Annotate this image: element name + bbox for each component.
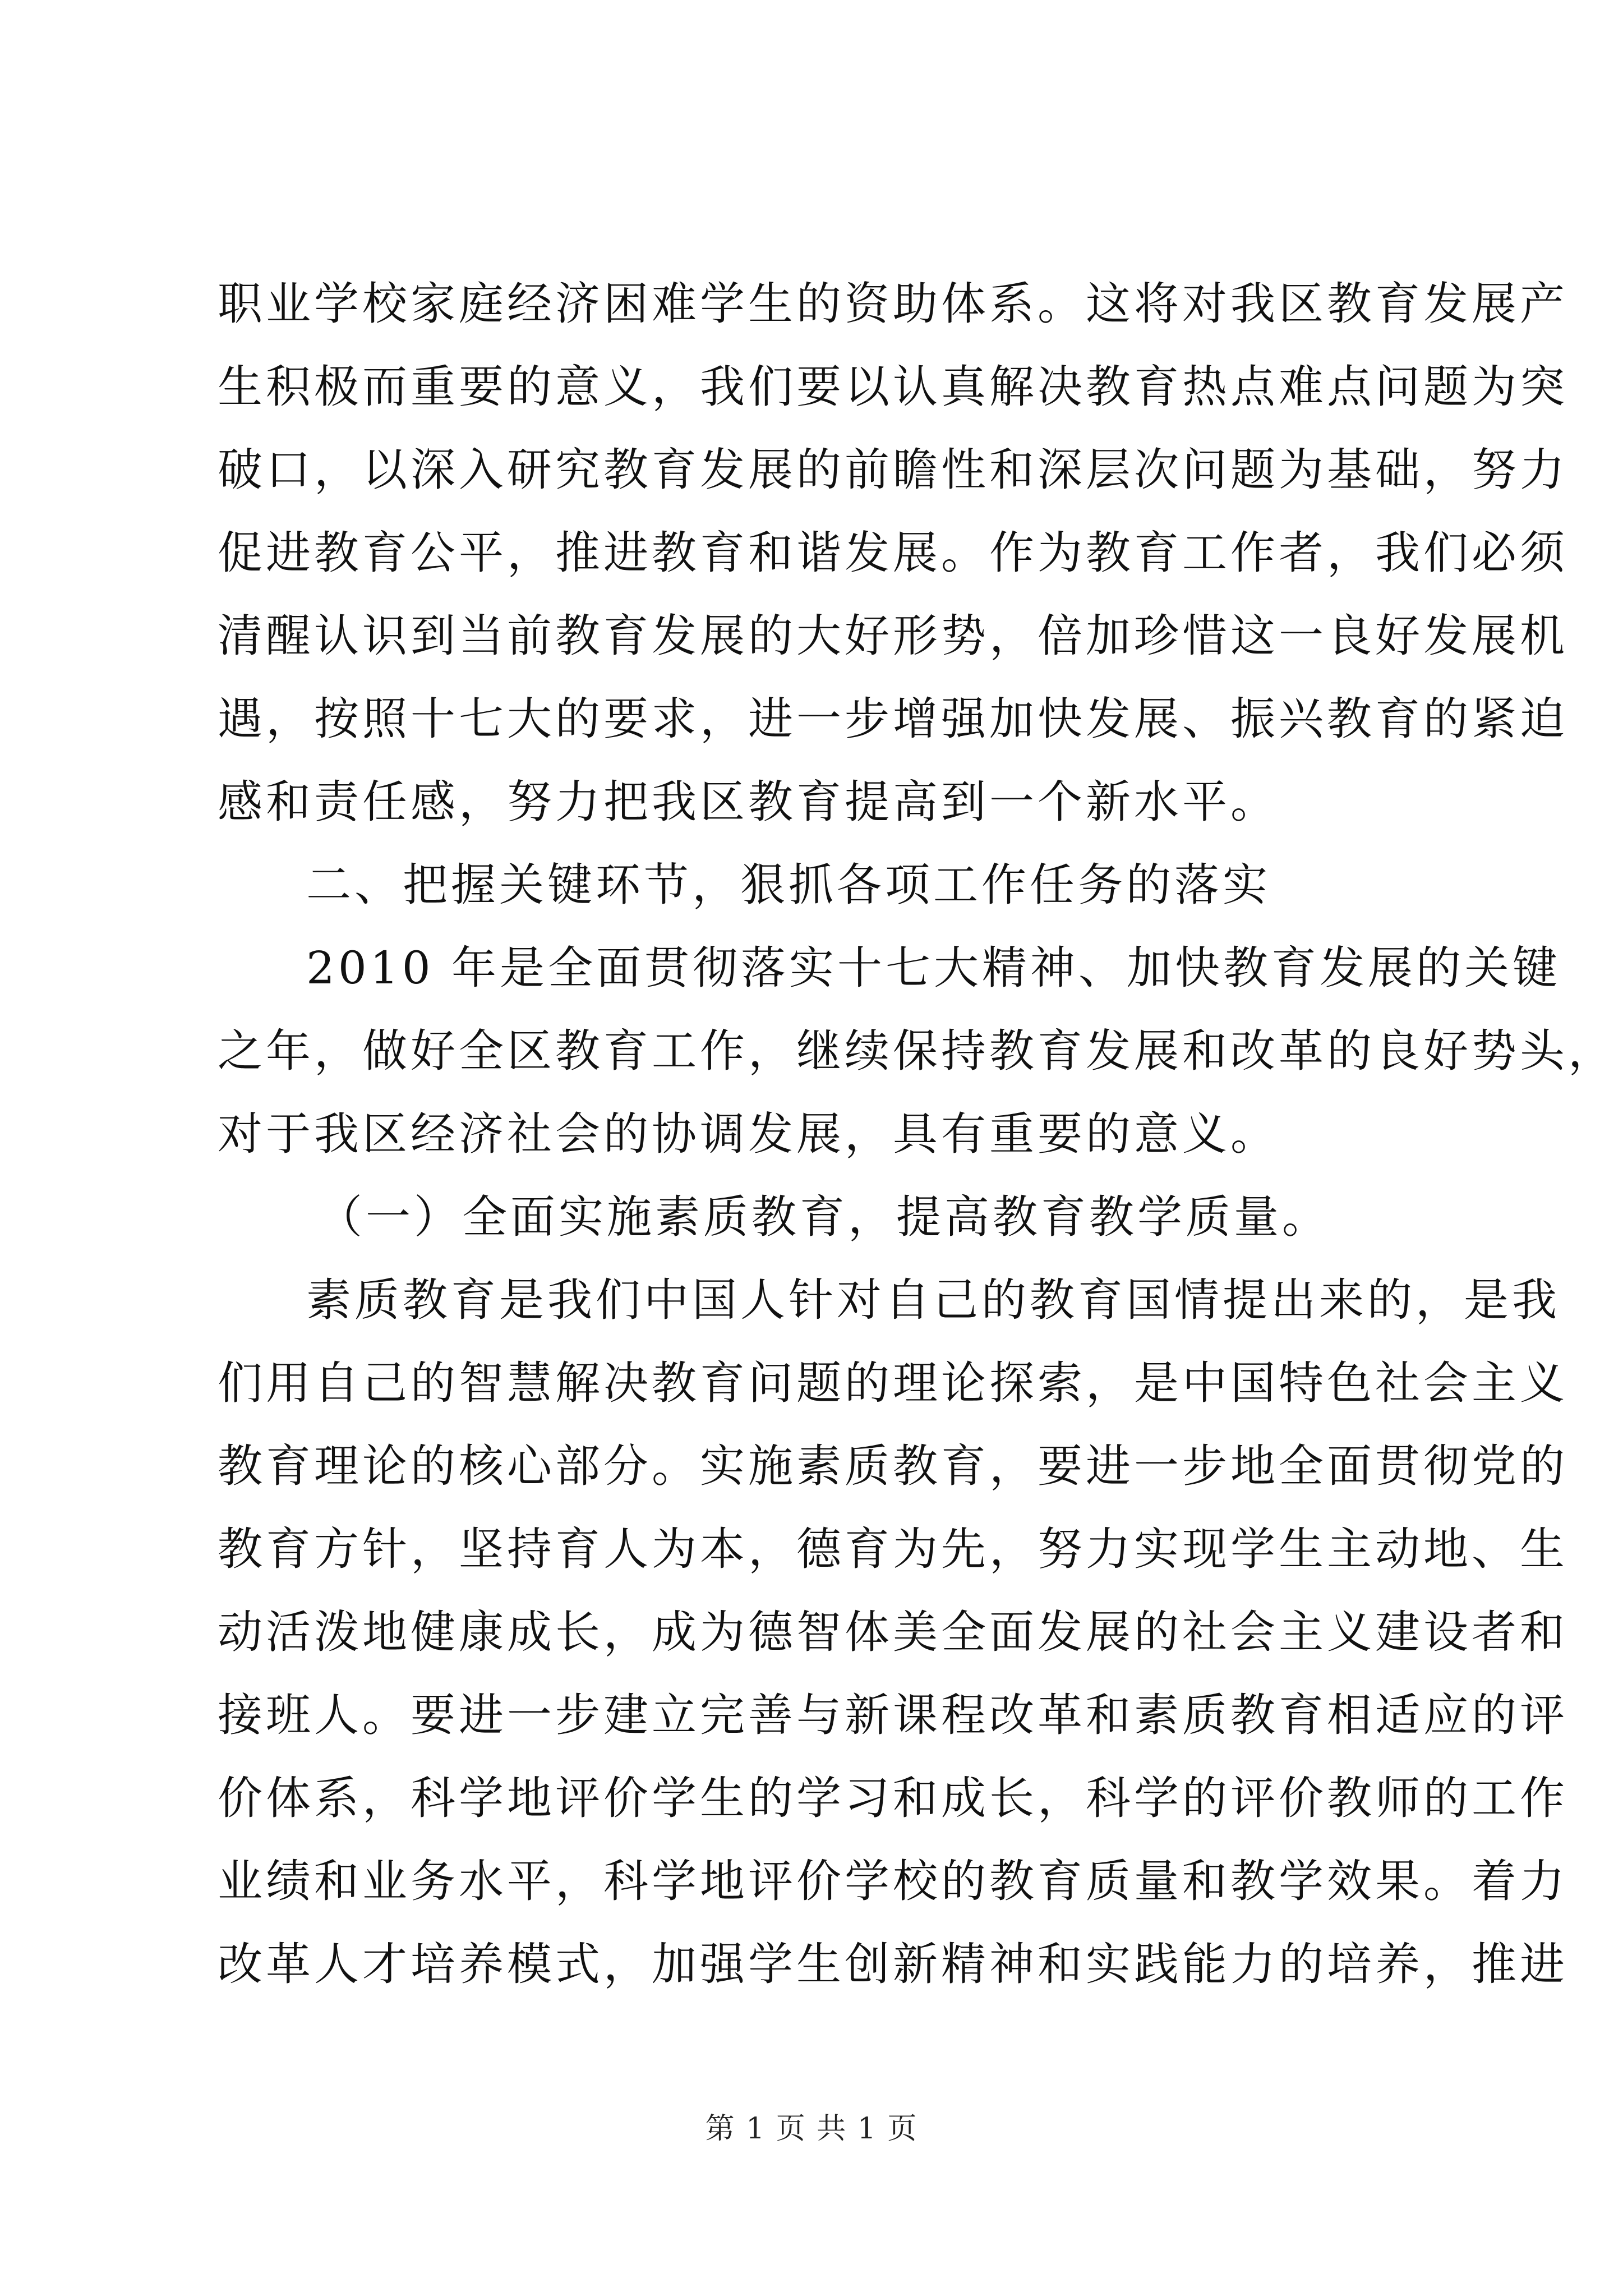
text-line: 职业学校家庭经济困难学生的资助体系。这将对我区教育发展产: [218, 278, 1568, 330]
text-line: 之年，做好全区教育工作，继续保持教育发展和改革的良好势头，: [218, 1025, 1616, 1077]
text-line: 感和责任感，努力把我区教育提高到一个新水平。: [218, 776, 1279, 828]
document-body: [218, 263, 1616, 2006]
text-line: 教育方针，坚持育人为本，德育为先，努力实现学生主动地、生: [218, 1523, 1568, 1575]
text-line: 对于我区经济社会的协调发展，具有重要的意义。: [218, 1108, 1279, 1160]
text-line: 2010 年是全面贯彻落实十七大精神、加快教育发展的关键: [306, 942, 1561, 994]
page-number-label: 第 1 页 共 1 页: [705, 2112, 918, 2146]
section-heading: 二、把握关键环节，狠抓各项工作任务的落实: [306, 859, 1271, 911]
text-line: 生积极而重要的意义，我们要以认真解决教育热点难点问题为突: [218, 361, 1568, 413]
text-line: 破口，以深入研究教育发展的前瞻性和深层次问题为基础，努力: [218, 444, 1568, 496]
page-footer: [0, 2109, 1623, 2148]
subsection-heading: （一）全面实施素质教育，提高教育教学质量。: [317, 1191, 1330, 1243]
text-line: 们用自己的智慧解决教育问题的理论探索，是中国特色社会主义: [218, 1357, 1568, 1409]
text-line: 清醒认识到当前教育发展的大好形势，倍加珍惜这一良好发展机: [218, 610, 1568, 662]
text-line: 教育理论的核心部分。实施素质教育，要进一步地全面贯彻党的: [218, 1440, 1568, 1492]
text-line: 改革人才培养模式，加强学生创新精神和实践能力的培养，推进: [218, 1938, 1568, 1990]
text-line: 接班人。要进一步建立完善与新课程改革和素质教育相适应的评: [218, 1689, 1568, 1741]
text-line: 价体系，科学地评价学生的学习和成长，科学的评价教师的工作: [218, 1772, 1568, 1824]
text-line: 促进教育公平，推进教育和谐发展。作为教育工作者，我们必须: [218, 527, 1568, 579]
text-line: 遇，按照十七大的要求，进一步增强加快发展、振兴教育的紧迫: [218, 693, 1568, 745]
text-line: 动活泼地健康成长，成为德智体美全面发展的社会主义建设者和: [218, 1606, 1568, 1658]
text-line: 业绩和业务水平，科学地评价学校的教育质量和教学效果。着力: [218, 1855, 1568, 1907]
text-line: 素质教育是我们中国人针对自己的教育国情提出来的，是我: [306, 1274, 1560, 1326]
